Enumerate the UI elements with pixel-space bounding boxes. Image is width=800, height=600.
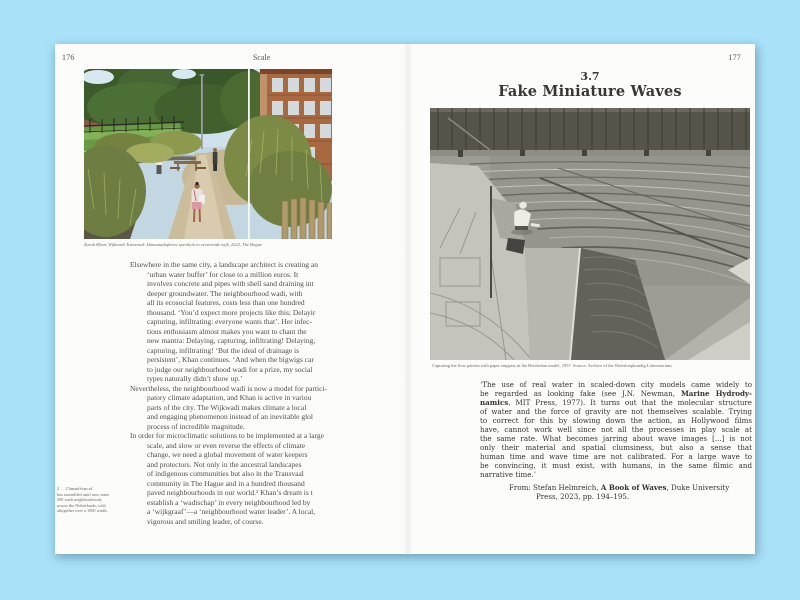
body-text-line: deeper groundwater. The neighbourhood wadi, with [147, 288, 303, 298]
source-line: From: Stefan Helmreich, A Book of Waves, Duke University [509, 483, 730, 492]
page-number-right: 177 [728, 53, 741, 62]
quote-line: be convincing, it must exist, with humans, in the same filmic and [480, 461, 752, 470]
page-number-left: 176 [62, 53, 75, 62]
quote-line: namics, MIT Press, 1977). It turns out that the molecular structure [480, 398, 752, 407]
section-number: 3.7 [580, 70, 600, 83]
body-text-line: thousand. ‘You’d expect more projects like this; Delayir [147, 307, 316, 317]
quote-line: human time and wave time are not calibrated. For a large wave to [480, 452, 752, 461]
body-text-line: patory climate adaptation, and Khan is active in variou [147, 393, 312, 402]
body-text-line: to judge our neighbourhood wadi for a prize, my social [147, 364, 313, 374]
wadi-playground-photo-illustration [84, 69, 332, 239]
body-text-line: Elsewhere in the same city, a landscape architect is creating an [130, 260, 318, 269]
wave-model-photo [430, 108, 750, 360]
body-text-line: and engaging phenomenon instead of an inevitable glol [147, 412, 313, 421]
source-line: Press, 2023, pp. 194–195. [536, 492, 630, 501]
body-text-line: capturing, infiltrating: everyone wants that’. Her infec- [147, 317, 312, 326]
quote-line: narrative time.’ [480, 470, 536, 479]
section-heading [430, 70, 750, 100]
footnote [57, 486, 127, 514]
quote-line: the same rate. What becomes jarring about wave images [...] is not [480, 434, 752, 443]
body-text-line: tious enthusiasm almost makes you want to chant the [147, 326, 307, 336]
body-text-line: ‘urban water buffer’ for close to a million euros. It [147, 269, 299, 279]
photo-caption-right: Capturing the flow pattern with paper snippets in the Rotterdam model, 1957. Source: Archive of the Waterloopkundig Laboratorium [432, 363, 672, 368]
quote-line: of water and the force of gravity are not themselves scalable. Trying [480, 407, 752, 416]
source-attribution [480, 483, 752, 501]
body-text-line: process of incredible magnitude. [147, 421, 245, 431]
body-text-line: new mantra: Delaying, capturing, infiltrating! Delaying, [147, 336, 316, 345]
body-text-line: of indigenous communities but also in the Transvaal [147, 469, 304, 478]
body-text-line: types naturally didn’t show up.’ [147, 374, 243, 383]
body-text-line: scale, and slow or even reverse the effects of climate [147, 440, 306, 450]
footnote-line: altogether over a 1000 wadis. [57, 508, 108, 514]
body-text-line: parts of the city. The Wijkwadi makes climate a local [147, 402, 307, 412]
wadi-playground-photo [84, 69, 332, 239]
body-text-line: community in The Hague and in a hundred thousand [147, 478, 305, 488]
page-gutter [403, 44, 413, 554]
body-text-line: In order for microclimatic solutions to be implemented at a large [130, 431, 324, 440]
footnote-line: across the Netherlands, with [57, 502, 106, 508]
body-text-line: persistent’, Khan continues. ‘And when the bigwigs car [147, 355, 314, 364]
quote-line: to correct for this by slowing down the action, as Hollywood films [480, 416, 752, 425]
quote-line: be regarded as looking fake (see J.N. Newman, Marine Hydrody- [480, 389, 752, 398]
body-text-line: vigorous and smiling leader, of course. [147, 516, 264, 526]
body-text-line: a ‘wijkgraaf’—a ‘neighbourhood water leader’. A local, [147, 507, 316, 516]
quote-line: ‘The use of real water in scaled-down city models came widely to [480, 380, 752, 389]
body-text-line: Nevertheless, the neighbourhood wadi is now a model for partici- [130, 383, 328, 393]
section-title: Fake Miniature Waves [498, 83, 682, 100]
footnote-line: 2 ClimateScan.nl [57, 486, 92, 491]
footnote-line: has assembled until now some [57, 491, 110, 497]
footnote-line: 500 wadi neighbourhoods [57, 497, 102, 503]
photo-caption-left: Zarah Khan, Wijkwadi Transvaal: klimaatadaptieve speeltuin in versteende wijk, 2022, The Hague [84, 242, 262, 247]
body-text [130, 260, 396, 526]
running-header: Scale [252, 53, 271, 62]
body-text-line: all its ecosocial features, costs less than one hundred [147, 298, 305, 307]
quote-line: have, cannot work well since not all the processes in play scale at [480, 425, 752, 434]
wave-model-photo-illustration [430, 108, 750, 360]
body-text-line: involves concrete and pipes with shell sand draining int [147, 279, 314, 288]
body-text-line: and protectors. Not only in the ancestral landscapes [147, 459, 302, 469]
body-text-line: change, we need a global movement of water keepers [147, 450, 308, 459]
quote-block [480, 380, 752, 479]
body-text-line: establish a ‘wadischap’ in every neighbourhood led by [147, 497, 311, 507]
book-spread [55, 44, 755, 554]
body-text-line: paved neighbourhoods in our world.² Khan’s dream is t [147, 488, 313, 497]
quote-line: only their material and spatial clumsiness, but also a sense that [480, 443, 752, 452]
body-text-line: capturing, infiltrating! ‘But the ideal of drainage is [147, 345, 300, 355]
